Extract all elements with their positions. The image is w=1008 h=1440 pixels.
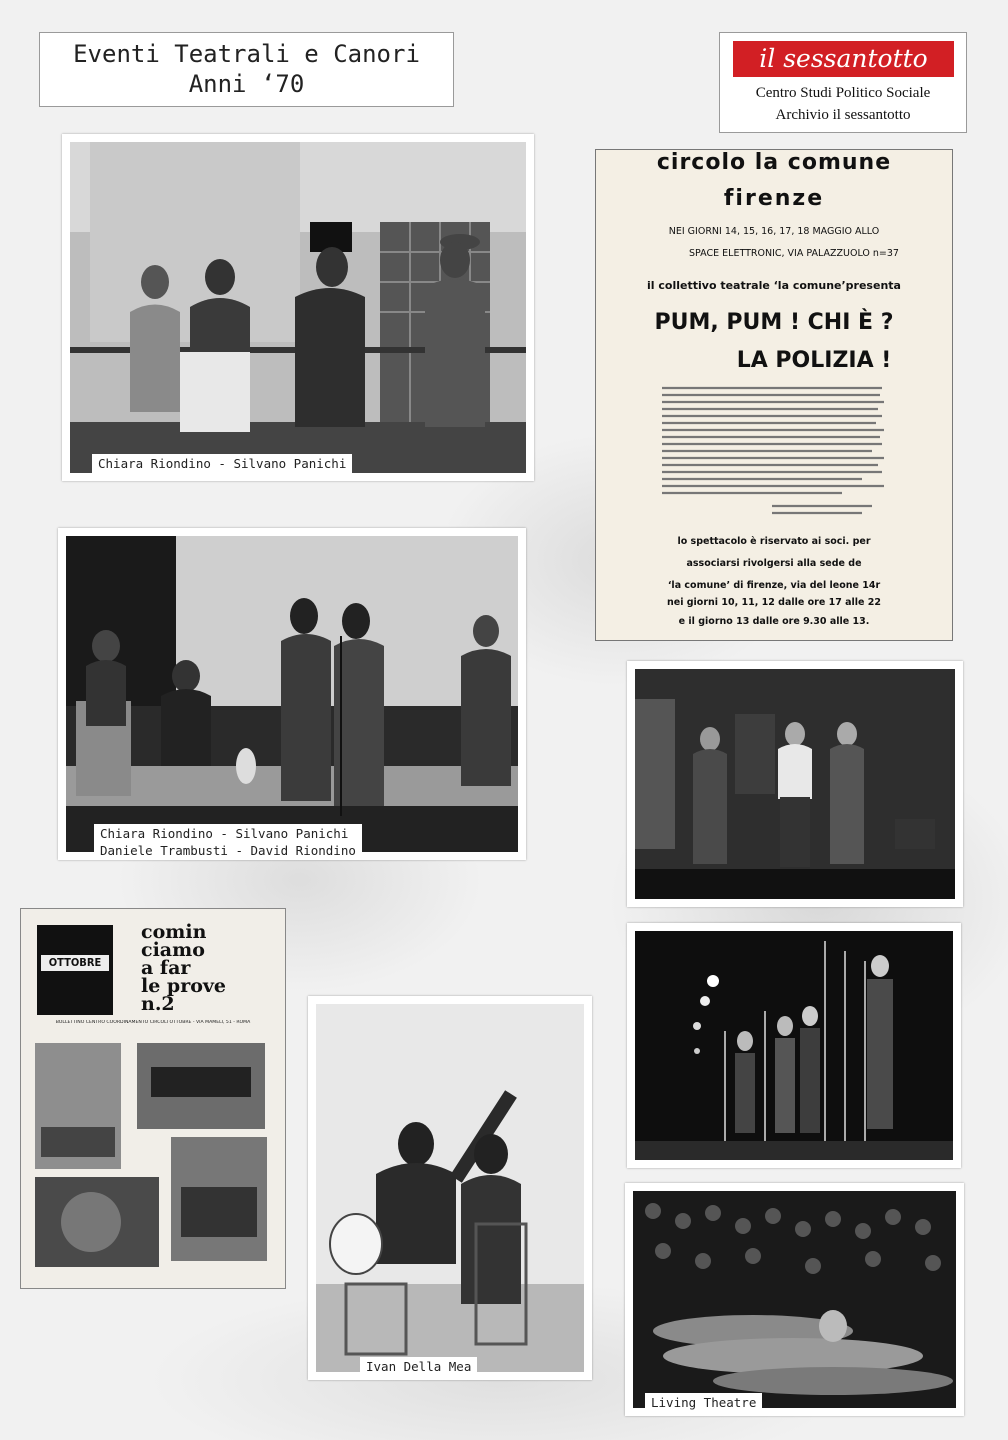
ottobre-bulletin (20, 908, 286, 1289)
poster-footer-5: e il giorno 13 dalle ore 9.30 alle 13. (678, 616, 870, 627)
stage-photo-image (66, 536, 518, 852)
bulletin-title-line3: a far (141, 957, 191, 979)
ivan-della-mea-image (316, 1004, 584, 1372)
photo-actors-poles (627, 923, 961, 1168)
bulletin-photos (31, 1037, 275, 1281)
bulletin-title-line5: n.2 (141, 993, 175, 1015)
logo-brand: il sessantotto (733, 41, 954, 77)
theatre-scene-image (635, 669, 955, 899)
caption-line-1: Chiara Riondino - Silvano Panichi (100, 826, 349, 841)
bulletin-subtitle: BOLLETTINO CENTRO COORDINAMENTO CIRCOLI OTTOBRE - VIA MAMELI, 51 - ROMA (55, 1020, 251, 1025)
bulletin-title-line4: le prove (141, 975, 227, 997)
poster-footer-1: lo spettacolo è riservato ai soci. per (677, 536, 871, 547)
logo-subtitle: Centro Studi Politico Sociale (755, 85, 931, 101)
bulletin-title (141, 923, 281, 1013)
caption-line-2: Daniele Trambusti - David Riondino (100, 843, 356, 858)
photo-caption: Living Theatre (645, 1393, 762, 1412)
actors-poles-image (635, 931, 953, 1160)
photo-living-theatre (625, 1183, 964, 1416)
bulletin-title-line1: comin (141, 921, 207, 943)
event-poster (595, 149, 953, 641)
poster-city: firenze (723, 186, 825, 211)
poster-venue: SPACE ELETTRONIC, VIA PALAZZUOLO n=37 (689, 248, 899, 259)
balcony-photo-image (70, 142, 526, 473)
poster-footer-4: nei giorni 10, 11, 12 dalle ore 17 alle 22 (666, 597, 882, 608)
poster-footer-2: associarsi rivolgersi alla sede de (686, 558, 862, 569)
photo-stage-guitarists (58, 528, 526, 860)
ottobre-masthead (37, 925, 113, 1015)
photo-caption: Ivan Della Mea (360, 1357, 477, 1376)
photo-theatre-scene (627, 661, 963, 907)
page-title-line2: Anni ‘70 (188, 70, 305, 98)
living-theatre-image (633, 1191, 956, 1408)
logo-archive-name: Archivio il sessantotto (775, 107, 911, 123)
photo-balcony-performance (62, 134, 534, 481)
poster-headline-2: LA POLIZIA ! (736, 348, 892, 373)
page-title (39, 32, 454, 107)
photo-caption: Chiara Riondino - Silvano Panichi (92, 454, 352, 473)
poster-footer-3: ‘la comune’ di firenze, via del leone 14r (667, 580, 881, 591)
archive-logo (719, 32, 967, 133)
poster-body-lines (662, 382, 888, 522)
poster-headline-1: PUM, PUM ! CHI È ? (654, 310, 894, 335)
poster-presenter: il collettivo teatrale ‘la comune’presenta (647, 279, 901, 292)
page-title-line1: Eventi Teatrali e Canori (73, 40, 420, 68)
poster-body-text (662, 382, 888, 522)
poster-circle-name: circolo la comune (656, 150, 892, 175)
poster-dates: NEI GIORNI 14, 15, 16, 17, 18 MAGGIO ALLO (668, 226, 880, 237)
ottobre-masthead-text: OTTOBRE (41, 955, 109, 971)
bulletin-title-line2: ciamo (141, 939, 205, 961)
photo-caption (94, 824, 362, 860)
photo-ivan-della-mea (308, 996, 592, 1380)
